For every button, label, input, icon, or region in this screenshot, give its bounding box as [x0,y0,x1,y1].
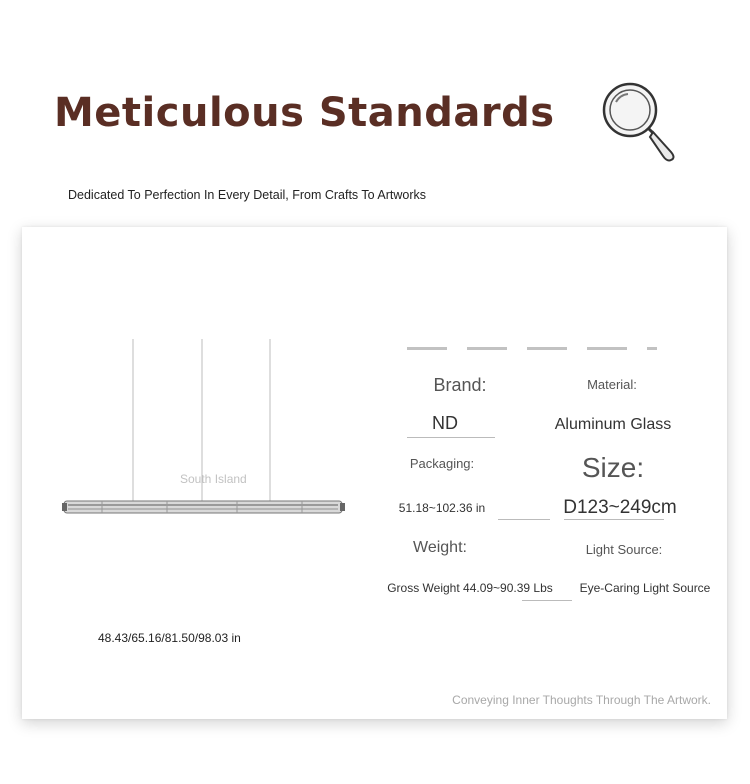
page-title: Meticulous Standards [54,90,555,136]
packaging-label: Packaging: [409,456,475,471]
light-source-value: Eye-Caring Light Source [579,581,711,595]
weight-value: Gross Weight 44.09~90.39 Lbs [387,581,553,595]
material-value: Aluminum Glass [554,416,672,433]
product-card [22,227,727,719]
packaging-underline [498,519,550,520]
brand-value: ND [432,413,458,433]
light-source-label: Light Source: [585,542,663,557]
dimensions-text: 48.43/65.16/81.50/98.03 in [98,631,241,645]
weight-label: Weight: [413,539,467,556]
packaging-value: 51.18~102.36 in [398,501,486,515]
pendant-lamp-image [62,337,347,527]
subtitle: Dedicated To Perfection In Every Detail, From Crafts To Artworks [68,188,427,202]
size-label: Size: [581,452,645,483]
divider [407,347,657,350]
material-label: Material: [587,377,637,392]
size-value: D123~249cm [563,497,677,518]
brand-underline [407,437,495,438]
watermark: South Island [180,472,247,486]
size-underline [564,519,664,520]
magnifier-icon [598,80,684,166]
brand-label: Brand: [433,375,487,395]
footer-tagline: Conveying Inner Thoughts Through The Artwork. [452,693,711,707]
weight-underline [522,600,572,601]
